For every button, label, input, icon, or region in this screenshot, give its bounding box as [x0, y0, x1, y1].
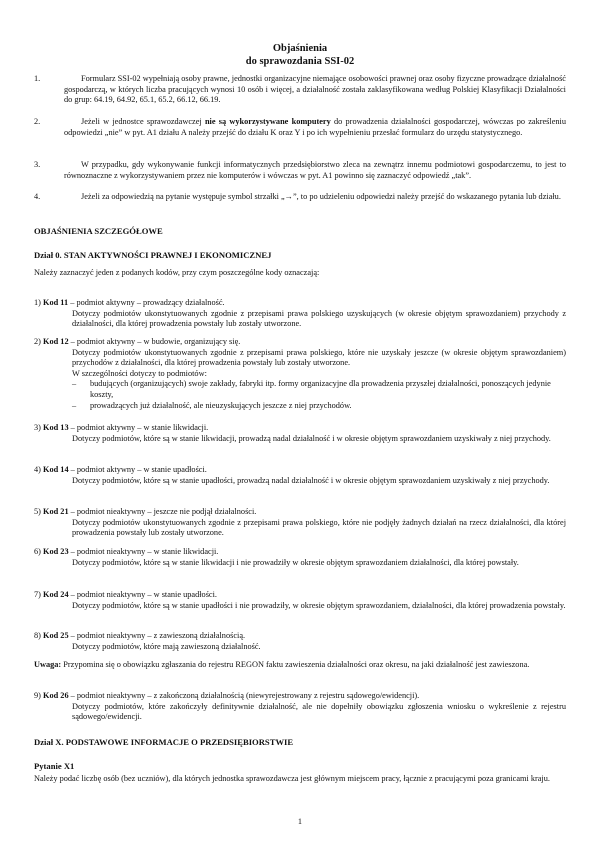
code-label: Kod 12 [43, 337, 69, 346]
intro-item-text-bold: nie są wykorzystywane komputery [204, 117, 331, 126]
code-number: 6) [34, 547, 41, 556]
question-x1-heading: Pytanie X1 [34, 761, 75, 771]
intro-item-2 [34, 117, 566, 138]
code-entry-21 [34, 507, 566, 539]
code-description: Dotyczy podmiotów ukonstytuowanych zgodnie z przepisami prawa polskiego, które nie uzyskały jeszcze (w okresie objętym sprawozdaniem) przychodów z działalności, dla której prowadzenia powstały lub zostały utworzone. [72, 347, 566, 368]
code-title: – podmiot nieaktywny – w stanie likwidacji. [68, 547, 219, 556]
code-title: – podmiot nieaktywny – z zakończoną działalnością (niewyrejestrowany z rejestru sądowego/ewidencji). [68, 691, 420, 700]
code-label: Kod 23 [43, 547, 69, 556]
note-paragraph [34, 660, 566, 671]
intro-item-4 [34, 192, 566, 203]
code-description: Dotyczy podmiotów, które zakończyły definitywnie działalność, ale nie dopełniły obowiązku zgłoszenia wniosku o wykreślenie z rejestru sądowego/ewidencji. [72, 701, 566, 722]
code-entry-24 [34, 590, 566, 611]
code-number: 5) [34, 507, 41, 516]
document-subtitle: do sprawozdania SSI-02 [245, 56, 355, 67]
code-number: 9) [34, 691, 41, 700]
code-title: – podmiot nieaktywny – w stanie upadłości. [68, 590, 217, 599]
code-entry-13 [34, 423, 566, 444]
code-label: Kod 21 [43, 507, 69, 516]
code-entry-12 [34, 337, 566, 411]
code-title: – podmiot aktywny – w budowie, organizujący się. [68, 337, 241, 346]
code-title: – podmiot nieaktywny – z zawieszoną działalnością. [68, 631, 246, 640]
intro-item-number: 1. [34, 74, 41, 83]
code-title: – podmiot aktywny – w stanie upadłości. [68, 465, 207, 474]
code-description: Dotyczy podmiotów, które mają zawieszoną działalność. [72, 641, 261, 651]
code-label: Kod 14 [43, 465, 69, 474]
code-description: Dotyczy podmiotów, które są w stanie upadłości i nie prowadziły, w okresie objętym sprawozdaniem, działalności, dla której prowadzenia powstały. [72, 600, 566, 610]
note-label: Uwaga: [34, 660, 62, 669]
code-label: Kod 25 [43, 631, 69, 640]
code-description: Dotyczy podmiotów, które są w stanie likwidacji, prowadzą nadal działalność i w okresie objętym sprawozdaniem uzyskiwały z niej przychody. [72, 433, 551, 443]
note-text: Przypomina się o obowiązku zgłaszania do rejestru REGON faktu zawieszenia działalności oraz okresu, na jaki działalność jest zawieszona. [61, 660, 530, 669]
code-number: 8) [34, 631, 41, 640]
code-title: – podmiot aktywny – prowadzący działalność. [68, 298, 225, 307]
intro-item-text-post: do prowadzenia działalności gospodarczej, wówczas po zakreśleniu odpowiedzi „nie” w pyt. A1 działu A należy przejść do działu K oraz Y i po ich wypełnieniu przesłać formularz do urzędu statystycznego. [64, 117, 566, 137]
code-number: 3) [34, 423, 41, 432]
code-number: 7) [34, 590, 41, 599]
code-description: Dotyczy podmiotów ukonstytuowanych zgodnie z przepisami prawa polskiego, które nie podjęły żadnych działań na rzecz działalności, dla której prowadzenia powstały lub zostały utworzone. [72, 517, 566, 538]
intro-item-1 [34, 74, 566, 106]
intro-item-text-pre: Jeżeli w jednostce sprawozdawczej [81, 117, 205, 126]
intro-item-text: Jeżeli za odpowiedzią na pytanie występuje symbol strzałki „→”, to po udzieleniu odpowiedzi należy przejść do wskazanego pytania lub działu. [81, 192, 561, 201]
code-label: Kod 24 [43, 590, 69, 599]
code-entry-11 [34, 298, 566, 330]
question-x1-text: Należy podać liczbę osób (bez uczniów), dla których jednostka sprawozdawcza jest głównym miejscem pracy, łącznie z pracującymi poza granicami kraju. [34, 774, 550, 783]
code-bullet: – budujących (organizujących) swoje zakłady, fabryki itp. formy organizacyjne dla prowadzenia przyszłej działalności, ponoszących jedynie koszty, [72, 379, 566, 400]
code-entry-25 [34, 631, 566, 652]
dzial0-intro: Należy zaznaczyć jeden z podanych kodów, przy czym poszczególne kody oznaczają: [34, 268, 320, 277]
page-number: 1 [297, 817, 303, 826]
code-description: Dotyczy podmiotów, które są w stanie upadłości, prowadzą nadal działalność i w okresie objętym sprawozdaniem uzyskiwały z niej przychody. [72, 475, 550, 485]
code-title: – podmiot aktywny – w stanie likwidacji. [68, 423, 209, 432]
code-entry-26 [34, 691, 566, 723]
code-title: – podmiot nieaktywny – jeszcze nie podjął działalności. [68, 507, 257, 516]
code-number: 2) [34, 337, 41, 346]
code-number: 4) [34, 465, 41, 474]
intro-item-3 [34, 160, 566, 181]
intro-item-number: 4. [34, 192, 41, 201]
intro-item-text: W przypadku, gdy wykonywanie funkcji informatycznych przedsiębiorstwo zleca na zewnątrz innemu podmiotowi gospodarczemu, to jest to równoznaczne z wykorzystywaniem przez nie komputerów i wówczas w pyt. A1 powinno się zaznaczyć odpowiedź „tak”. [64, 160, 566, 180]
code-extra: W szczególności dotyczy to podmiotów: [72, 368, 207, 378]
code-entry-23 [34, 547, 566, 568]
intro-item-text: Formularz SSI-02 wypełniają osoby prawne, jednostki organizacyjne niemające osobowości prawnej oraz osoby fizyczne prowadzące działalność gospodarczą, w których liczba pracujących wynosi 10 osób i więcej, a działalność została zaklasyfikowana według Polskiej Klasyfikacji Działalności do grup: 64.19, 64.92, 65.1, 65.2, 66.12, 66.19. [64, 74, 566, 105]
dzial0-heading: Dział 0. STAN AKTYWNOŚCI PRAWNEJ I EKONOMICZNEJ [34, 250, 272, 260]
section-detailed-heading: OBJAŚNIENIA SZCZEGÓŁOWE [34, 226, 163, 236]
code-label: Kod 26 [43, 691, 69, 700]
code-entry-14 [34, 465, 566, 486]
code-description: Dotyczy podmiotów, które są w stanie likwidacji i nie prowadziły w okresie objętym sprawozdaniem działalności, dla której powstały. [72, 557, 519, 567]
code-number: 1) [34, 298, 41, 307]
document-title: Objaśnienia [272, 43, 328, 54]
intro-item-number: 3. [34, 160, 41, 169]
code-description: Dotyczy podmiotów ukonstytuowanych zgodnie z przepisami prawa polskiego uzyskujących (w okresie objętym sprawozdaniem) przychody z działalności, dla której prowadzenia powstały lub zostały utworzone. [72, 308, 566, 329]
code-label: Kod 11 [43, 298, 69, 307]
code-bullet-list [72, 379, 566, 411]
code-label: Kod 13 [43, 423, 69, 432]
code-bullet: – prowadzących już działalność, ale nieuzyskujących jeszcze z niej przychodów. [72, 401, 566, 412]
intro-item-number: 2. [34, 117, 41, 126]
intro-item-text [64, 117, 566, 138]
dzialX-heading: Dział X. PODSTAWOWE INFORMACJE O PRZEDSIĘBIORSTWIE [34, 737, 294, 747]
